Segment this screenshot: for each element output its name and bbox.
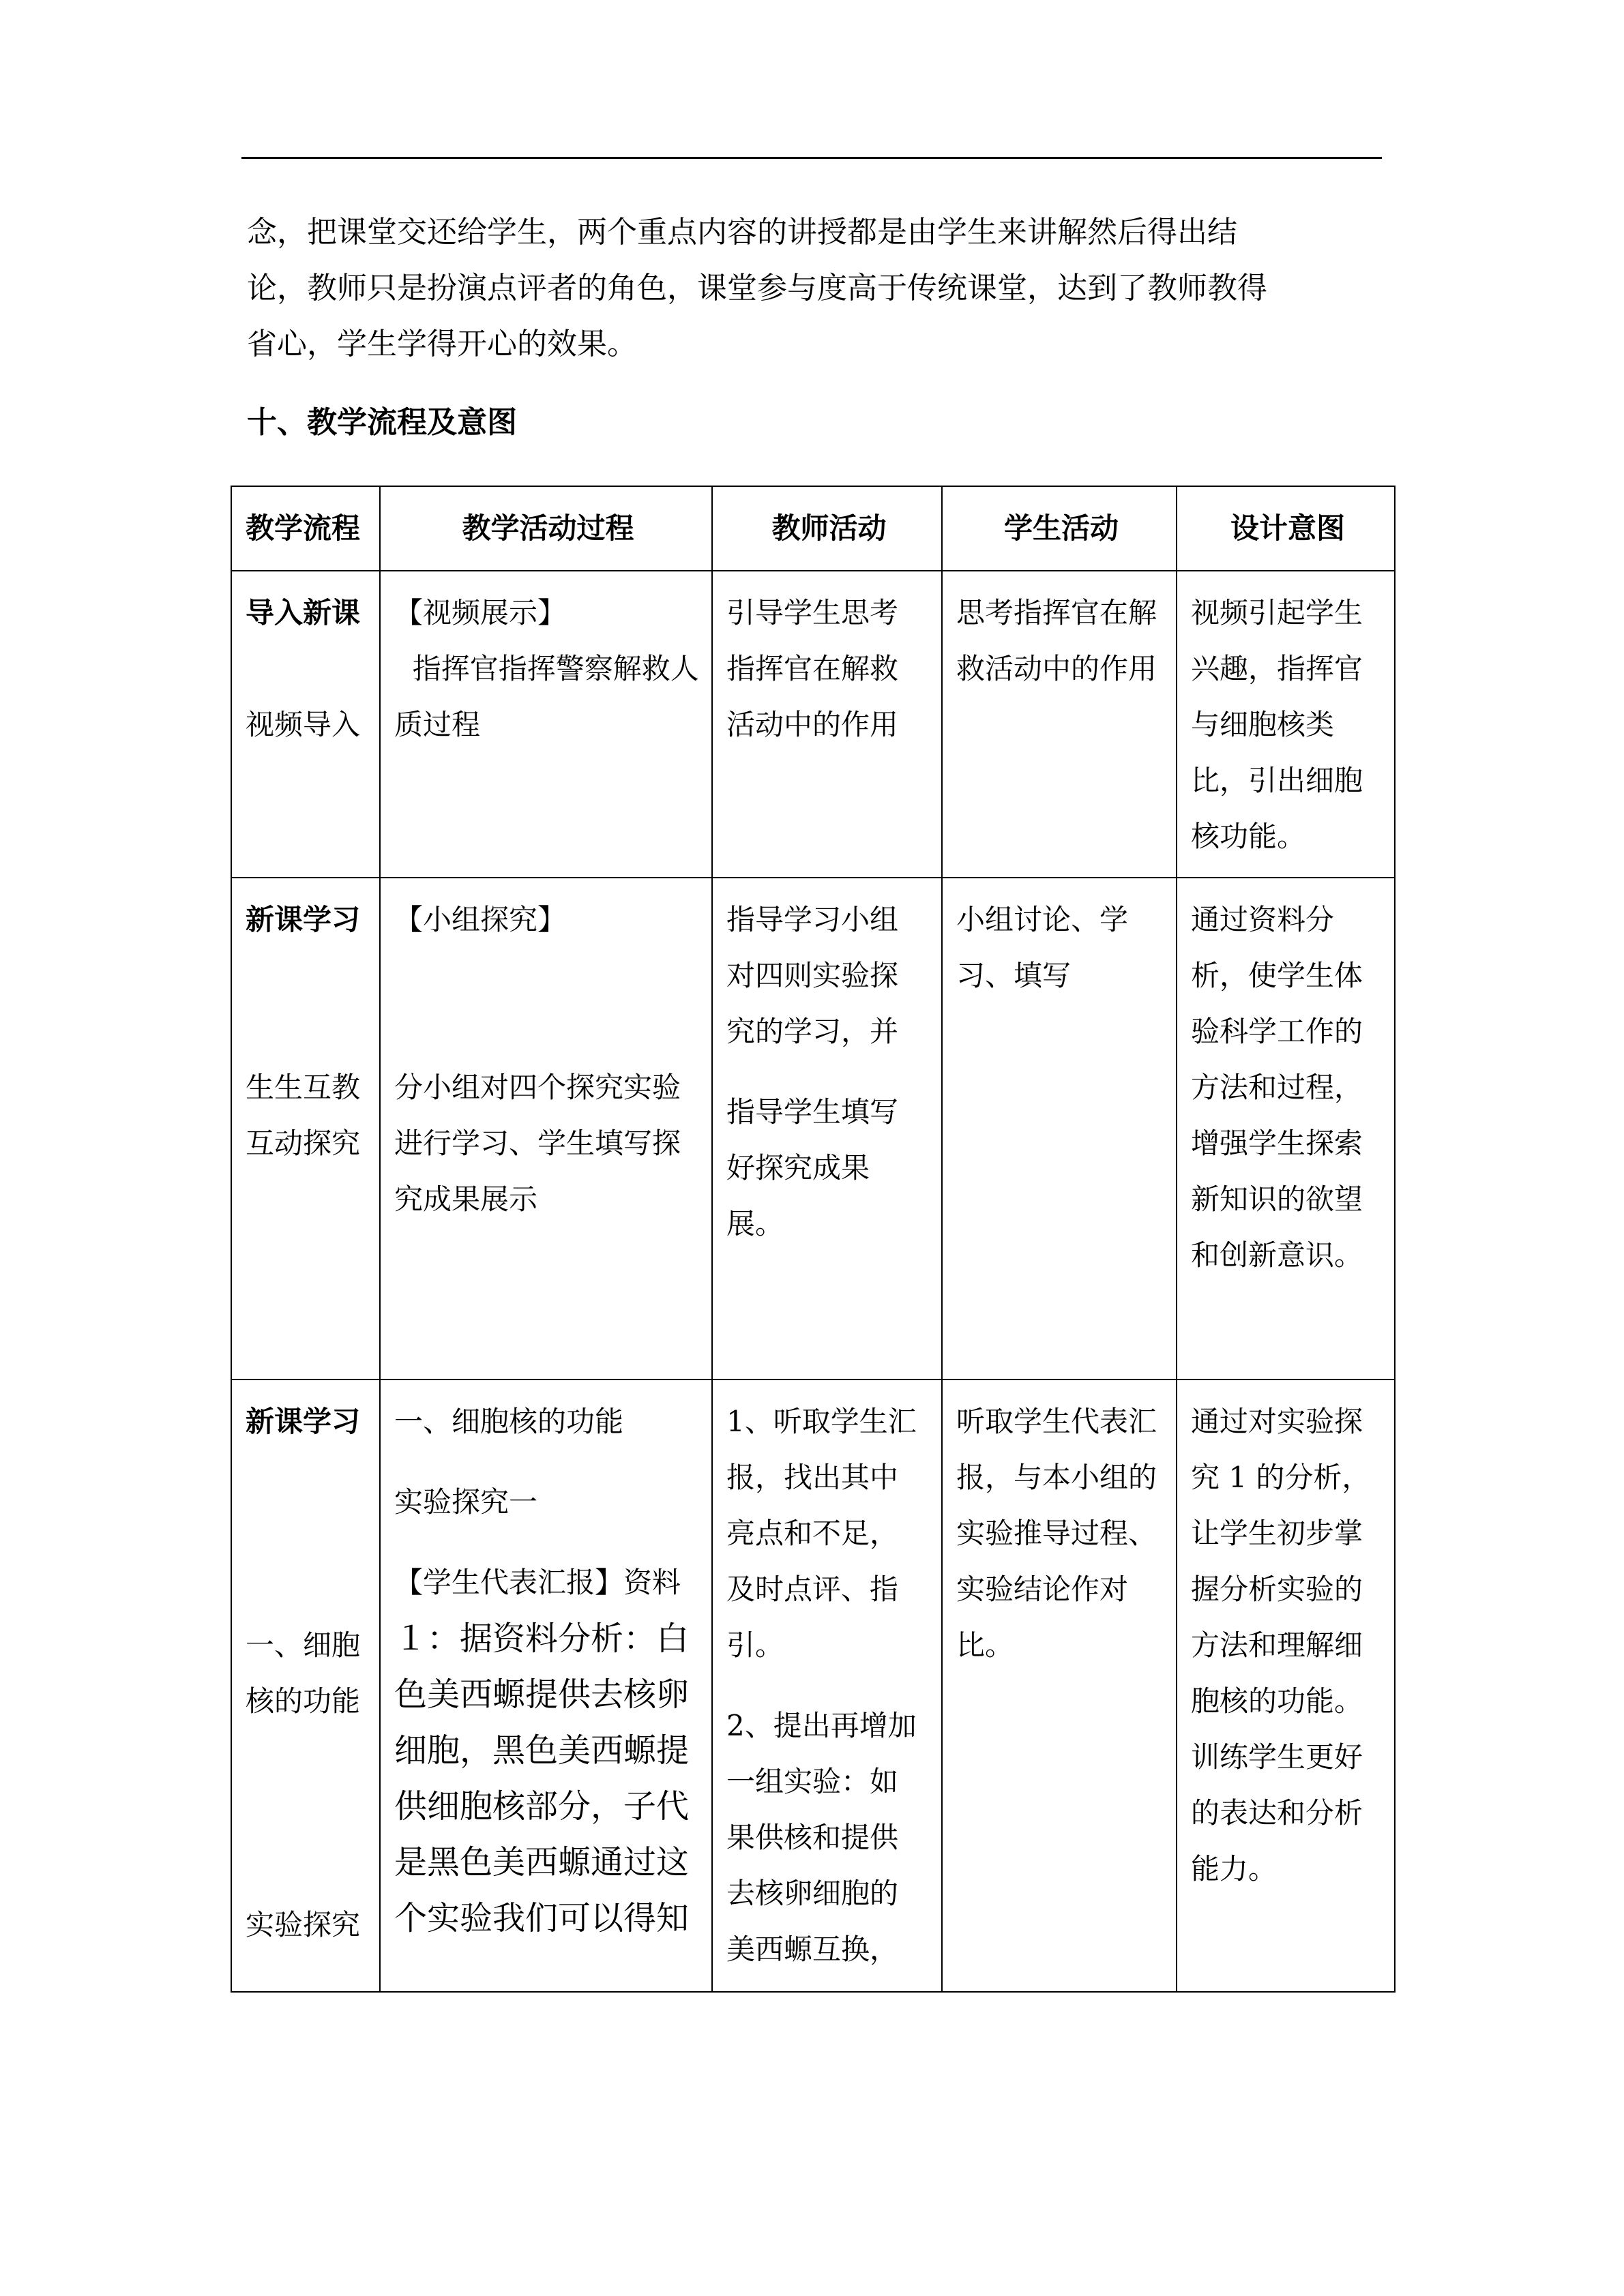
teacher-cell [712, 1380, 942, 1992]
flow-cell [231, 571, 380, 878]
activity-text-line: 质过程 [394, 708, 481, 741]
teaching-flow-table [231, 486, 1396, 1993]
intent-line: 的表达和分析 [1191, 1796, 1363, 1830]
intro-line-2: 论，教师只是扮演点评者的角色，课堂参与度高于传统课堂，达到了教师教得 [247, 271, 1267, 305]
teacher-line: 活动中的作用 [726, 708, 899, 741]
activity-big-line: 色美西螈提供去核卵 [394, 1675, 690, 1714]
header-student-activity: 学生活动 [942, 486, 1177, 571]
flow-cell [231, 1380, 380, 1992]
intent-line: 方法和过程， [1191, 1071, 1363, 1104]
teacher-line: 去核卵细胞的 [726, 1877, 899, 1910]
intent-line: 兴趣，指挥官 [1191, 652, 1363, 685]
teacher-line: 展。 [726, 1207, 784, 1240]
intent-line: 视频引起学生 [1191, 596, 1363, 629]
activity-tag: 【小组探究】 [394, 903, 567, 936]
student-line: 听取学生代表汇 [956, 1405, 1157, 1438]
student-cell [942, 571, 1177, 878]
flow-sub: 核的功能 [246, 1684, 361, 1718]
teacher-line: 及时点评、指 [726, 1572, 899, 1606]
intent-line: 能力。 [1191, 1852, 1278, 1885]
teacher-line: 一组实验：如 [726, 1765, 899, 1798]
student-line: 实验结论作对 [956, 1572, 1129, 1606]
header-rule [241, 157, 1382, 159]
teacher-line: 引。 [726, 1628, 784, 1662]
flow-title: 新课学习 [246, 903, 361, 936]
intent-line: 训练学生更好 [1191, 1740, 1363, 1774]
intent-line: 让学生初步掌 [1191, 1517, 1363, 1550]
table-row [231, 1380, 1395, 1992]
header-teacher-activity: 教师活动 [712, 486, 942, 571]
flow-cell [231, 878, 380, 1380]
intro-line-1: 念，把课堂交还给学生，两个重点内容的讲授都是由学生来讲解然后得出结 [247, 215, 1237, 250]
teacher-line: 美西螈互换， [726, 1933, 899, 1966]
intent-line: 和创新意识。 [1191, 1238, 1363, 1272]
activity-line: 实验探究一 [394, 1485, 538, 1519]
flow-bottom: 实验探究 [246, 1908, 361, 1941]
teacher-line: 引导学生思考 [726, 596, 899, 629]
student-line: 报，与本小组的 [956, 1461, 1157, 1494]
header-activity-process: 教学活动过程 [380, 486, 712, 571]
teacher-line: 1、听取学生汇 [726, 1405, 917, 1438]
teacher-line: 好探究成果 [726, 1151, 870, 1184]
student-line: 小组讨论、学 [956, 903, 1129, 936]
teacher-line: 究的学习，并 [726, 1015, 899, 1048]
intent-line: 比，引出细胞 [1191, 764, 1363, 797]
activity-text-line: 究成果展示 [394, 1182, 538, 1216]
teacher-cell [712, 878, 942, 1380]
flow-title: 新课学习 [246, 1405, 361, 1438]
teacher-line: 2、提出再增加 [726, 1709, 917, 1742]
intent-line: 核功能。 [1191, 820, 1306, 853]
intent-line: 增强学生探索 [1191, 1127, 1363, 1160]
activity-big-line: 细胞，黑色美西螈提 [394, 1731, 690, 1770]
teacher-line: 指挥官在解救 [726, 652, 899, 685]
activity-cell [380, 1380, 712, 1992]
table-row [231, 571, 1395, 878]
student-line: 救活动中的作用 [956, 652, 1157, 685]
teacher-line: 果供核和提供 [726, 1821, 899, 1854]
intent-line: 与细胞核类 [1191, 708, 1335, 741]
intent-line: 胞核的功能。 [1191, 1684, 1363, 1718]
intent-line: 握分析实验的 [1191, 1572, 1363, 1606]
student-cell [942, 1380, 1177, 1992]
student-line: 习、填写 [956, 959, 1072, 992]
activity-cell [380, 571, 712, 878]
intent-line: 方法和理解细 [1191, 1628, 1363, 1662]
intro-line-3: 省心，学生学得开心的效果。 [247, 327, 637, 361]
intent-line: 通过对实验探 [1191, 1405, 1363, 1438]
activity-cell [380, 878, 712, 1380]
student-line: 比。 [956, 1628, 1014, 1662]
activity-line: 【学生代表汇报】资料 [394, 1566, 681, 1599]
header-design-intent: 设计意图 [1177, 486, 1395, 571]
activity-text-line: 分小组对四个探究实验 [394, 1071, 681, 1104]
intent-line: 究 1 的分析， [1191, 1461, 1371, 1494]
flow-title: 导入新课 [246, 596, 361, 629]
flow-sub: 互动探究 [246, 1127, 361, 1160]
flow-sub: 一、细胞 [246, 1628, 361, 1662]
teacher-line: 对四则实验探 [726, 959, 899, 992]
activity-big-line: 个实验我们可以得知 [394, 1899, 690, 1937]
activity-tag: 【视频展示】 [394, 596, 567, 629]
activity-big-line: 供细胞核部分，子代 [394, 1787, 690, 1825]
activity-line: 一、细胞核的功能 [394, 1405, 624, 1438]
table-header-row [231, 486, 1395, 571]
activity-text-line: 指挥官指挥警察解救人 [394, 652, 699, 685]
activity-text-line: 进行学习、学生填写探 [394, 1127, 681, 1160]
section-heading: 十、教学流程及意图 [247, 405, 517, 440]
student-line: 实验推导过程、 [956, 1517, 1157, 1550]
teacher-line: 亮点和不足， [726, 1517, 899, 1550]
flow-sub: 生生互教 [246, 1071, 361, 1104]
teacher-line: 指导学生填写 [726, 1095, 899, 1129]
intent-cell [1177, 571, 1395, 878]
table-row [231, 878, 1395, 1380]
intent-line: 通过资料分 [1191, 903, 1335, 936]
intro-paragraph [247, 205, 1379, 372]
teacher-line: 指导学习小组 [726, 903, 899, 936]
activity-big-line: 是黑色美西螈通过这 [394, 1843, 690, 1881]
teacher-cell [712, 571, 942, 878]
intent-line: 验科学工作的 [1191, 1015, 1363, 1048]
intent-cell [1177, 1380, 1395, 1992]
student-cell [942, 878, 1177, 1380]
flow-sub: 视频导入 [246, 708, 361, 741]
teacher-line: 报，找出其中 [726, 1461, 899, 1494]
activity-big-line: １：据资料分析：白 [394, 1620, 690, 1658]
student-line: 思考指挥官在解 [956, 596, 1157, 629]
intent-line: 新知识的欲望 [1191, 1182, 1363, 1216]
intent-line: 析，使学生体 [1191, 959, 1363, 992]
intent-cell [1177, 878, 1395, 1380]
header-flow: 教学流程 [231, 486, 380, 571]
